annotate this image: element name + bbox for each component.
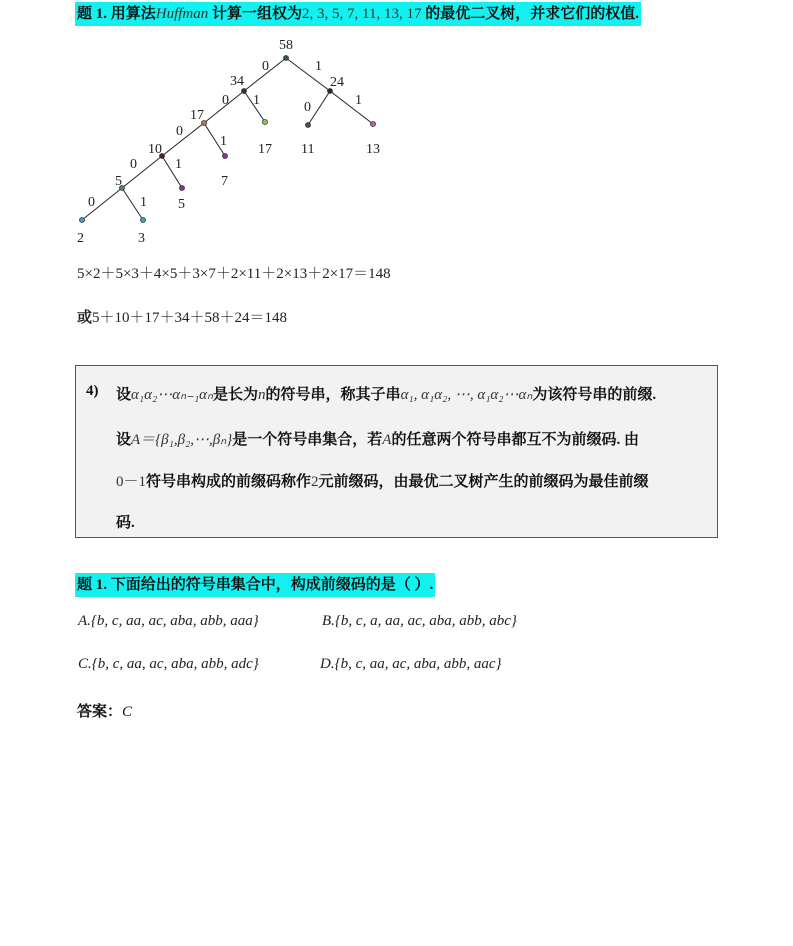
node-label: 3 bbox=[138, 231, 145, 246]
edge-label: 1 bbox=[175, 157, 182, 172]
tree-node bbox=[371, 122, 376, 127]
node-label: 24 bbox=[330, 75, 344, 90]
edge-label: 0 bbox=[222, 93, 229, 108]
option-a: A.{b, c, aa, ac, aba, abb, aaa} bbox=[78, 613, 259, 629]
option-b: B.{b, c, a, aa, ac, aba, abb, abc} bbox=[322, 613, 517, 629]
node-label: 2 bbox=[77, 231, 84, 246]
definition-line-1: 设α₁α₂⋯αₙ₋₁αₙ是长为n的符号串，称其子串α₁, α₁α₂, ⋯, α₁α₂⋯αₙ为该符号串的前缀. bbox=[116, 387, 657, 403]
option-d: D.{b, c, aa, ac, aba, abb, aac} bbox=[320, 656, 502, 672]
edge-label: 0 bbox=[130, 157, 137, 172]
tree-node bbox=[180, 186, 185, 191]
alt-weight-equation: 或5＋10＋17＋34＋58＋24＝148 bbox=[77, 310, 288, 326]
edge-label: 1 bbox=[355, 93, 362, 108]
definition-box bbox=[75, 365, 718, 538]
weight-equation: 5×2＋5×3＋4×5＋3×7＋2×11＋2×13＋2×17＝148 bbox=[77, 266, 391, 282]
definition-line-4: 码. bbox=[116, 515, 135, 531]
option-c: C.{b, c, aa, ac, aba, abb, adc} bbox=[78, 656, 259, 672]
node-label: 5 bbox=[178, 197, 185, 212]
edge-label: 0 bbox=[304, 100, 311, 115]
tree-node bbox=[80, 218, 85, 223]
tree-node bbox=[306, 123, 311, 128]
node-label: 11 bbox=[301, 142, 315, 157]
edge-label: 1 bbox=[220, 134, 227, 149]
node-label: 13 bbox=[366, 142, 380, 157]
huffman-tree bbox=[0, 0, 793, 250]
answer: 答案：C bbox=[77, 704, 133, 720]
tree-node bbox=[284, 56, 289, 61]
node-label: 17 bbox=[258, 142, 272, 157]
question-1-title: 题 1. 用算法Huffman 计算一组权为2, 3, 5, 7, 11, 13, 17 的最优二叉树，并求它们的权值. bbox=[75, 2, 641, 26]
edge-label: 0 bbox=[88, 195, 95, 210]
node-label: 17 bbox=[190, 108, 204, 123]
edge-label: 1 bbox=[253, 93, 260, 108]
edge-label: 1 bbox=[140, 195, 147, 210]
definition-line-2: 设A＝{β₁,β₂,⋯,βₙ}是一个符号串集合，若A的任意两个符号串都互不为前缀码. 由 bbox=[116, 432, 639, 448]
edge-label: 0 bbox=[176, 124, 183, 139]
node-label: 10 bbox=[148, 142, 162, 157]
tree-node bbox=[223, 154, 228, 159]
node-label: 7 bbox=[221, 174, 228, 189]
definition-line-3: 0－1符号串构成的前缀码称作2元前缀码，由最优二叉树产生的前缀码为最佳前缀 bbox=[116, 474, 649, 490]
tree-node bbox=[263, 120, 268, 125]
edge-label: 0 bbox=[262, 59, 269, 74]
node-label: 5 bbox=[115, 174, 122, 189]
tree-node bbox=[242, 89, 247, 94]
node-label: 34 bbox=[230, 74, 244, 89]
node-label: 58 bbox=[279, 38, 293, 53]
edge-label: 1 bbox=[315, 59, 322, 74]
tree-node bbox=[141, 218, 146, 223]
question-2-title: 题 1. 下面给出的符号串集合中，构成前缀码的是（ ）. bbox=[75, 573, 435, 597]
item-number: 4) bbox=[86, 383, 99, 399]
